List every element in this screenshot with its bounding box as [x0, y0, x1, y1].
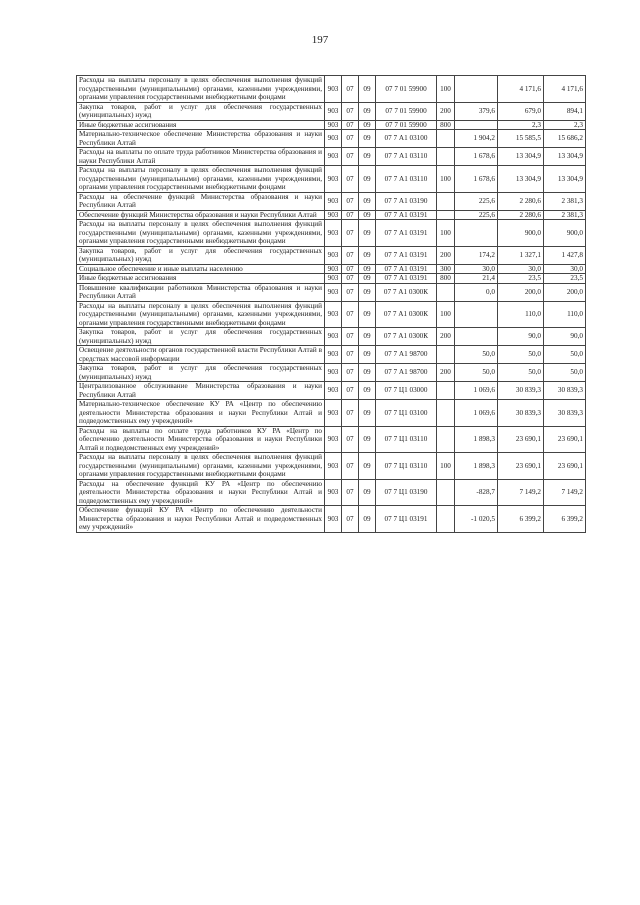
section-code-cell: 07 [342, 479, 359, 506]
amount-change-cell: 1 904,2 [455, 130, 498, 148]
section-code-cell: 07 [342, 274, 359, 284]
department-code-cell: 903 [325, 382, 342, 400]
target-article-cell: 07 7 Ц1 03000 [376, 382, 437, 400]
expense-name-cell: Социальное обеспечение и иные выплаты населению [77, 264, 325, 274]
section-code-cell: 07 [342, 328, 359, 346]
target-article-cell: 07 7 Ц1 03100 [376, 400, 437, 427]
subsection-code-cell: 09 [359, 479, 376, 506]
amount-total-cell: 900,0 [544, 220, 586, 247]
target-article-cell: 07 7 А1 03191 [376, 220, 437, 247]
amount-change-cell: 21,4 [455, 274, 498, 284]
department-code-cell: 903 [325, 166, 342, 193]
amount-cell: 7 149,2 [498, 479, 544, 506]
expense-name-cell: Расходы на выплаты персоналу в целях обеспечения выполнения функций государственными (муниципальными) органами, казенными учреждениями, органами управления государственными внебюджетными фондами [77, 220, 325, 247]
expense-type-cell: 200 [437, 364, 455, 382]
amount-change-cell: 225,6 [455, 192, 498, 210]
subsection-code-cell: 09 [359, 166, 376, 193]
expense-name-cell: Закупка товаров, работ и услуг для обеспечения государственных (муниципальных) нужд [77, 328, 325, 346]
expense-type-cell: 300 [437, 264, 455, 274]
expense-type-cell: 800 [437, 120, 455, 130]
amount-change-cell [455, 328, 498, 346]
target-article-cell: 07 7 А1 98700 [376, 364, 437, 382]
table-row [77, 120, 586, 130]
expense-type-cell: 100 [437, 220, 455, 247]
expense-name-cell: Расходы на выплаты по оплате труда работников Министерства образования и науки Республики Алтай [77, 148, 325, 166]
target-article-cell: 07 7 Ц1 03110 [376, 453, 437, 480]
expense-type-cell [437, 426, 455, 453]
expense-type-cell [437, 192, 455, 210]
amount-total-cell: 894,1 [544, 102, 586, 120]
subsection-code-cell: 09 [359, 506, 376, 533]
amount-cell: 90,0 [498, 328, 544, 346]
expense-type-cell [437, 506, 455, 533]
subsection-code-cell: 09 [359, 301, 376, 328]
table-row [77, 76, 586, 103]
expense-name-cell: Централизованное обслуживание Министерства образования и науки Республики Алтай [77, 382, 325, 400]
amount-change-cell: -828,7 [455, 479, 498, 506]
expense-type-cell: 200 [437, 246, 455, 264]
amount-total-cell: 23 690,1 [544, 453, 586, 480]
table-row [77, 426, 586, 453]
subsection-code-cell: 09 [359, 264, 376, 274]
department-code-cell: 903 [325, 453, 342, 480]
section-code-cell: 07 [342, 210, 359, 220]
amount-cell: 15 585,5 [498, 130, 544, 148]
amount-total-cell: 13 304,9 [544, 148, 586, 166]
section-code-cell: 07 [342, 426, 359, 453]
expense-name-cell: Расходы на обеспечение функций Министерства образования и науки Республики Алтай [77, 192, 325, 210]
target-article-cell: 07 7 Ц1 03190 [376, 479, 437, 506]
target-article-cell: 07 7 А1 0300К [376, 328, 437, 346]
expense-name-cell: Обеспечение функций Министерства образования и науки Республики Алтай [77, 210, 325, 220]
section-code-cell: 07 [342, 400, 359, 427]
amount-cell: 23 690,1 [498, 426, 544, 453]
amount-change-cell: 174,2 [455, 246, 498, 264]
amount-change-cell [455, 120, 498, 130]
expense-name-cell: Иные бюджетные ассигнования [77, 120, 325, 130]
expense-name-cell: Освещение деятельности органов государственной власти Республики Алтай в средствах массовой информации [77, 346, 325, 364]
amount-cell: 13 304,9 [498, 148, 544, 166]
amount-change-cell [455, 301, 498, 328]
expense-name-cell: Расходы на выплаты персоналу в целях обеспечения выполнения функций государственными (муниципальными) органами, казенными учреждениями, органами управления государственными внебюджетными фондами [77, 166, 325, 193]
department-code-cell: 903 [325, 328, 342, 346]
department-code-cell: 903 [325, 346, 342, 364]
subsection-code-cell: 09 [359, 364, 376, 382]
department-code-cell: 903 [325, 148, 342, 166]
amount-cell: 30,0 [498, 264, 544, 274]
subsection-code-cell: 09 [359, 346, 376, 364]
amount-total-cell: 23,5 [544, 274, 586, 284]
amount-cell: 30 839,3 [498, 400, 544, 427]
target-article-cell: 07 7 А1 98700 [376, 346, 437, 364]
section-code-cell: 07 [342, 453, 359, 480]
amount-cell: 13 304,9 [498, 166, 544, 193]
section-code-cell: 07 [342, 76, 359, 103]
amount-total-cell: 90,0 [544, 328, 586, 346]
amount-total-cell: 15 686,2 [544, 130, 586, 148]
amount-change-cell: 379,6 [455, 102, 498, 120]
amount-change-cell: 225,6 [455, 210, 498, 220]
amount-change-cell [455, 220, 498, 247]
table-row [77, 506, 586, 533]
amount-total-cell: 6 399,2 [544, 506, 586, 533]
amount-change-cell: 1 069,6 [455, 400, 498, 427]
amount-total-cell: 1 427,8 [544, 246, 586, 264]
amount-cell: 50,0 [498, 346, 544, 364]
amount-change-cell: 50,0 [455, 364, 498, 382]
expense-name-cell: Закупка товаров, работ и услуг для обеспечения государственных (муниципальных) нужд [77, 102, 325, 120]
department-code-cell: 903 [325, 102, 342, 120]
target-article-cell: 07 7 01 59900 [376, 76, 437, 103]
table-row [77, 130, 586, 148]
amount-change-cell: 1 678,6 [455, 166, 498, 193]
expense-type-cell: 100 [437, 301, 455, 328]
table-row [77, 246, 586, 264]
table-row [77, 346, 586, 364]
section-code-cell: 07 [342, 166, 359, 193]
section-code-cell: 07 [342, 220, 359, 247]
amount-total-cell: 30,0 [544, 264, 586, 274]
expense-name-cell: Закупка товаров, работ и услуг для обеспечения государственных (муниципальных) нужд [77, 246, 325, 264]
amount-change-cell: -1 020,5 [455, 506, 498, 533]
subsection-code-cell: 09 [359, 426, 376, 453]
subsection-code-cell: 09 [359, 120, 376, 130]
section-code-cell: 07 [342, 102, 359, 120]
expense-name-cell: Закупка товаров, работ и услуг для обеспечения государственных (муниципальных) нужд [77, 364, 325, 382]
table-row [77, 328, 586, 346]
amount-change-cell [455, 76, 498, 103]
target-article-cell: 07 7 А1 0300К [376, 283, 437, 301]
subsection-code-cell: 09 [359, 102, 376, 120]
subsection-code-cell: 09 [359, 400, 376, 427]
expense-type-cell: 200 [437, 102, 455, 120]
amount-cell: 30 839,3 [498, 382, 544, 400]
expense-name-cell: Материально-техническое обеспечение Министерства образования и науки Республики Алтай [77, 130, 325, 148]
amount-cell: 900,0 [498, 220, 544, 247]
department-code-cell: 903 [325, 264, 342, 274]
department-code-cell: 903 [325, 364, 342, 382]
amount-cell: 200,0 [498, 283, 544, 301]
amount-total-cell: 4 171,6 [544, 76, 586, 103]
target-article-cell: 07 7 01 59900 [376, 102, 437, 120]
section-code-cell: 07 [342, 382, 359, 400]
target-article-cell: 07 7 А1 0300К [376, 301, 437, 328]
expense-name-cell: Материально-техническое обеспечение КУ РА «Центр по обеспечению деятельности Министерства образования и науки Республики Алтай и подведомственных ему учреждений» [77, 400, 325, 427]
department-code-cell: 903 [325, 210, 342, 220]
amount-total-cell: 30 839,3 [544, 382, 586, 400]
amount-change-cell: 1 898,3 [455, 426, 498, 453]
amount-change-cell: 50,0 [455, 346, 498, 364]
expense-type-cell: 800 [437, 274, 455, 284]
amount-cell: 2 280,6 [498, 210, 544, 220]
target-article-cell: 07 7 А1 03100 [376, 130, 437, 148]
expense-type-cell: 100 [437, 453, 455, 480]
expense-type-cell: 100 [437, 166, 455, 193]
page-number: 197 [311, 34, 329, 46]
expense-type-cell [437, 346, 455, 364]
table-row [77, 264, 586, 274]
amount-total-cell: 50,0 [544, 346, 586, 364]
table-row [77, 453, 586, 480]
department-code-cell: 903 [325, 274, 342, 284]
expense-type-cell [437, 210, 455, 220]
amount-total-cell: 23 690,1 [544, 426, 586, 453]
target-article-cell: 07 7 01 59900 [376, 120, 437, 130]
table-row [77, 283, 586, 301]
expense-name-cell: Расходы на выплаты персоналу в целях обеспечения выполнения функций государственными (муниципальными) органами, казенными учреждениями, органами управления государственными внебюджетными фондами [77, 301, 325, 328]
target-article-cell: 07 7 А1 03110 [376, 166, 437, 193]
section-code-cell: 07 [342, 130, 359, 148]
expense-type-cell: 100 [437, 76, 455, 103]
target-article-cell: 07 7 А1 03191 [376, 274, 437, 284]
budget-table [76, 75, 586, 533]
target-article-cell: 07 7 А1 03110 [376, 148, 437, 166]
section-code-cell: 07 [342, 364, 359, 382]
section-code-cell: 07 [342, 506, 359, 533]
table-row [77, 192, 586, 210]
expense-name-cell: Расходы на выплаты персоналу в целях обеспечения выполнения функций государственными (муниципальными) органами, казенными учреждениями, органами управления государственными внебюджетными фондами [77, 76, 325, 103]
amount-change-cell: 1 678,6 [455, 148, 498, 166]
expense-type-cell [437, 148, 455, 166]
amount-total-cell: 7 149,2 [544, 479, 586, 506]
expense-name-cell: Повышение квалификации работников Министерства образования и науки Республики Алтай [77, 283, 325, 301]
department-code-cell: 903 [325, 283, 342, 301]
target-article-cell: 07 7 А1 03191 [376, 246, 437, 264]
expense-name-cell: Расходы на обеспечение функций КУ РА «Центр по обеспечению деятельности Министерства образования и науки Республики Алтай и подведомственных ему учреждений» [77, 479, 325, 506]
department-code-cell: 903 [325, 400, 342, 427]
amount-total-cell: 30 839,3 [544, 400, 586, 427]
amount-cell: 1 327,1 [498, 246, 544, 264]
amount-cell: 110,0 [498, 301, 544, 328]
expense-type-cell: 200 [437, 328, 455, 346]
subsection-code-cell: 09 [359, 453, 376, 480]
subsection-code-cell: 09 [359, 130, 376, 148]
amount-total-cell: 200,0 [544, 283, 586, 301]
table-row [77, 400, 586, 427]
subsection-code-cell: 09 [359, 192, 376, 210]
amount-cell: 2,3 [498, 120, 544, 130]
section-code-cell: 07 [342, 301, 359, 328]
department-code-cell: 903 [325, 76, 342, 103]
department-code-cell: 903 [325, 220, 342, 247]
target-article-cell: 07 7 А1 03191 [376, 210, 437, 220]
table-row [77, 210, 586, 220]
amount-total-cell: 110,0 [544, 301, 586, 328]
amount-cell: 2 280,6 [498, 192, 544, 210]
section-code-cell: 07 [342, 148, 359, 166]
department-code-cell: 903 [325, 506, 342, 533]
section-code-cell: 07 [342, 346, 359, 364]
section-code-cell: 07 [342, 264, 359, 274]
amount-change-cell: 0,0 [455, 283, 498, 301]
table-row [77, 166, 586, 193]
expense-name-cell: Расходы на выплаты персоналу в целях обеспечения выполнения функций государственными (муниципальными) органами, казенными учреждениями, органами управления государственными внебюджетными фондами [77, 453, 325, 480]
section-code-cell: 07 [342, 192, 359, 210]
department-code-cell: 903 [325, 301, 342, 328]
target-article-cell: 07 7 Ц1 03191 [376, 506, 437, 533]
subsection-code-cell: 09 [359, 382, 376, 400]
target-article-cell: 07 7 А1 03191 [376, 264, 437, 274]
expense-type-cell [437, 479, 455, 506]
subsection-code-cell: 09 [359, 210, 376, 220]
subsection-code-cell: 09 [359, 274, 376, 284]
table-row [77, 364, 586, 382]
table-row [77, 148, 586, 166]
table-row [77, 274, 586, 284]
subsection-code-cell: 09 [359, 220, 376, 247]
expense-type-cell [437, 283, 455, 301]
expense-type-cell [437, 130, 455, 148]
amount-cell: 23 690,1 [498, 453, 544, 480]
amount-change-cell: 30,0 [455, 264, 498, 274]
section-code-cell: 07 [342, 283, 359, 301]
amount-cell: 4 171,6 [498, 76, 544, 103]
department-code-cell: 903 [325, 426, 342, 453]
amount-cell: 23,5 [498, 274, 544, 284]
department-code-cell: 903 [325, 120, 342, 130]
section-code-cell: 07 [342, 120, 359, 130]
table-row [77, 479, 586, 506]
department-code-cell: 903 [325, 246, 342, 264]
table-row [77, 102, 586, 120]
department-code-cell: 903 [325, 192, 342, 210]
subsection-code-cell: 09 [359, 148, 376, 166]
table-row [77, 382, 586, 400]
target-article-cell: 07 7 Ц1 03110 [376, 426, 437, 453]
budget-table-body [77, 76, 586, 533]
subsection-code-cell: 09 [359, 76, 376, 103]
expense-type-cell [437, 400, 455, 427]
amount-total-cell: 13 304,9 [544, 166, 586, 193]
amount-cell: 6 399,2 [498, 506, 544, 533]
target-article-cell: 07 7 А1 03190 [376, 192, 437, 210]
amount-change-cell: 1 069,6 [455, 382, 498, 400]
table-row [77, 220, 586, 247]
expense-type-cell [437, 382, 455, 400]
table-row [77, 301, 586, 328]
amount-cell: 50,0 [498, 364, 544, 382]
subsection-code-cell: 09 [359, 328, 376, 346]
amount-cell: 679,0 [498, 102, 544, 120]
expense-name-cell: Иные бюджетные ассигнования [77, 274, 325, 284]
amount-total-cell: 2,3 [544, 120, 586, 130]
subsection-code-cell: 09 [359, 246, 376, 264]
expense-name-cell: Расходы на выплаты по оплате труда работников КУ РА «Центр по обеспечению деятельности Министерства образования и науки Республики Алтай и подведомственных ему учреждений» [77, 426, 325, 453]
expense-name-cell: Обеспечение функций КУ РА «Центр по обеспечению деятельности Министерства образования и науки Республики Алтай и подведомственных ему учреждений» [77, 506, 325, 533]
subsection-code-cell: 09 [359, 283, 376, 301]
amount-total-cell: 50,0 [544, 364, 586, 382]
amount-change-cell: 1 898,3 [455, 453, 498, 480]
amount-total-cell: 2 381,3 [544, 192, 586, 210]
amount-total-cell: 2 381,3 [544, 210, 586, 220]
section-code-cell: 07 [342, 246, 359, 264]
department-code-cell: 903 [325, 479, 342, 506]
department-code-cell: 903 [325, 130, 342, 148]
